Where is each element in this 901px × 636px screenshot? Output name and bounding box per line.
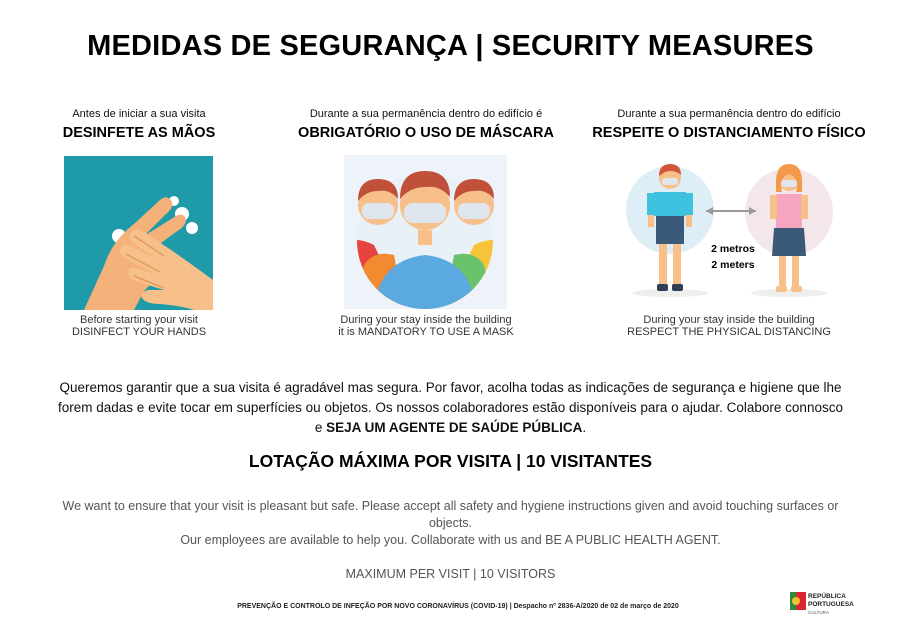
caption-line: DISINFECT YOUR HANDS bbox=[71, 326, 207, 338]
social-distancing-icon bbox=[618, 160, 838, 300]
caption-line: During your stay inside the building bbox=[643, 314, 815, 326]
measure-caption bbox=[0, 314, 289, 338]
caption-line: During your stay inside the building bbox=[340, 314, 512, 326]
distance-pt: 2 metros bbox=[711, 243, 755, 255]
measure-caption bbox=[276, 314, 576, 338]
hands-disinfect-icon bbox=[64, 156, 213, 310]
measure-caption bbox=[579, 314, 879, 338]
footer-text: PREVENÇÃO E CONTROLO DE INFEÇÃO POR NOVO CORONAVÍRUS (COVID-19) | Despacho nº 2836-A/2020 de 02 de março de 2020 bbox=[237, 603, 679, 610]
measure-heading: DESINFETE AS MÃOS bbox=[62, 125, 216, 141]
logo-line: CULTURA bbox=[808, 610, 829, 615]
caption-line: it is MANDATORY TO USE A MASK bbox=[338, 326, 514, 338]
measure-distancing bbox=[579, 108, 879, 141]
max-capacity-en: MAXIMUM PER VISIT | 10 VISITORS bbox=[345, 567, 556, 581]
pt-paragraph-line bbox=[40, 418, 861, 438]
measure-heading: RESPEITE O DISTANCIAMENTO FÍSICO bbox=[592, 125, 866, 141]
pt-paragraph bbox=[40, 378, 861, 438]
page-title: MEDIDAS DE SEGURANÇA | SECURITY MEASURES bbox=[87, 30, 814, 62]
en-paragraph-line: We want to ensure that your visit is pleasant but safe. Please accept all safety and hygiene instructions given and avoid touching surfaces or objects. bbox=[62, 499, 839, 530]
pt-text: . bbox=[582, 420, 587, 435]
republica-portuguesa-logo bbox=[790, 590, 870, 620]
pt-paragraph-line: forem dadas e evite tocar em superfícies ou objetos. Os nossos colaboradores estão disponíveis para o ajudar. Colabore connosco bbox=[58, 400, 843, 415]
pt-text: e bbox=[314, 420, 327, 435]
measure-mask bbox=[276, 108, 576, 141]
logo-line: REPÚBLICA bbox=[808, 593, 846, 600]
en-paragraph-line: Our employees are available to help you. Collaborate with us and BE A PUBLIC HEALTH AGENT. bbox=[180, 533, 721, 547]
coat-of-arms-icon bbox=[790, 592, 806, 610]
measure-disinfect bbox=[0, 108, 289, 141]
people-masks-icon bbox=[344, 155, 507, 309]
logo-line: PORTUGUESA bbox=[808, 601, 854, 608]
measure-heading: OBRIGATÓRIO O USO DE MÁSCARA bbox=[298, 125, 554, 141]
measure-pre-text: Antes de iniciar a sua visita bbox=[72, 108, 206, 120]
caption-line: Before starting your visit bbox=[80, 314, 198, 326]
distance-label bbox=[698, 241, 768, 273]
measure-pre-text: Durante a sua permanência dentro do edifício bbox=[617, 108, 841, 120]
measure-pre-text: Durante a sua permanência dentro do edifício é bbox=[309, 108, 543, 120]
caption-line: RESPECT THE PHYSICAL DISTANCING bbox=[627, 326, 831, 338]
max-capacity-pt: LOTAÇÃO MÁXIMA POR VISITA | 10 VISITANTES bbox=[248, 451, 653, 471]
pt-paragraph-line: Queremos garantir que a sua visita é agradável mas segura. Por favor, acolha todas as indicações de segurança e higiene que lhe bbox=[59, 380, 842, 395]
en-paragraph bbox=[60, 498, 841, 549]
distance-en: 2 meters bbox=[711, 259, 755, 271]
pt-emphasis: SEJA UM AGENTE DE SAÚDE PÚBLICA bbox=[326, 420, 583, 435]
